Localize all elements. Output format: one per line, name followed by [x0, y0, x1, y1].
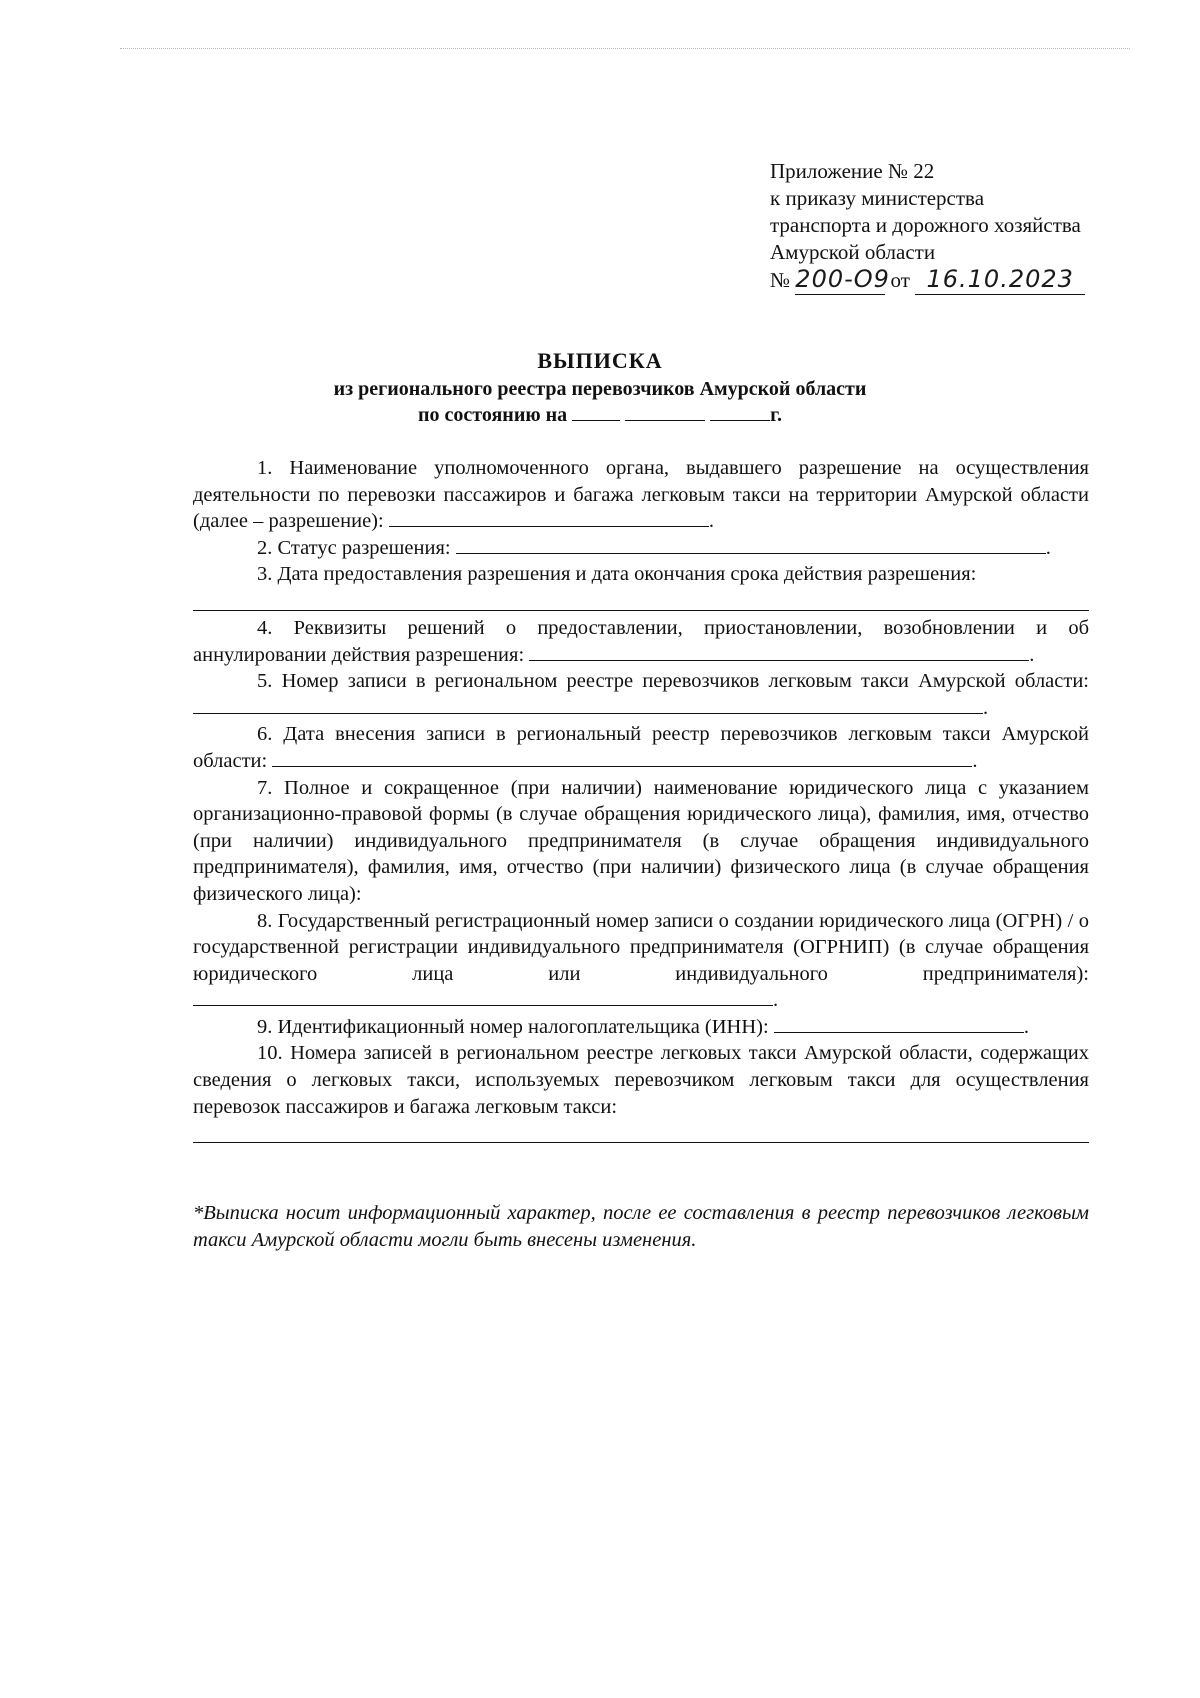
period: . [1045, 536, 1051, 559]
year-suffix: г. [770, 404, 782, 426]
document-title: ВЫПИСКА [537, 348, 663, 373]
item-7 [193, 775, 1089, 908]
item-9-text: 9. Идентификационный номер налогоплательщика (ИНН): [257, 1015, 769, 1038]
item-2-text: 2. Статус разрешения: [257, 536, 451, 559]
item-10 [193, 1040, 1089, 1120]
item-8 [193, 908, 1089, 1014]
item-3-blank [193, 588, 1089, 611]
item-2-blank [456, 535, 1046, 554]
item-4-text: 4. Реквизиты решений о предоставлении, приостановлении, возобновлении и об аннулировании действия разрешения: [193, 616, 1089, 666]
number-prefix: № [770, 268, 791, 292]
item-6 [193, 721, 1089, 774]
appendix-line: Приложение № 22 [770, 159, 935, 183]
document-subtitle: из регионального реестра перевозчиков Амурской области [333, 378, 867, 400]
footnote: *Выписка носит информационный характер, после ее составления в реестр перевозчиков легковым такси Амурской области могли быть внесены изменения. [193, 1202, 1089, 1251]
item-1-text: 1. Наименование уполномоченного органа, выдавшего разрешение на осуществления деятельности по перевозки пассажиров и багажа легковым такси на территории Амурской области (далее – разрешение): [193, 457, 1089, 533]
item-1 [193, 455, 1089, 535]
item-5-text: 5. Номер записи в региональном реестре перевозчиков легковым такси Амурской области: [257, 670, 1089, 693]
document-body [193, 455, 1089, 1147]
item-8-text: 8. Государственный регистрационный номер записи о создании юридического лица (ОГРН) / о государственной регистрации индивидуального предпринимателя (ОГРНИП) (в случае обращения юридического лица или индивидуального предпринимателя): [193, 909, 1089, 985]
year-blank [710, 402, 770, 421]
date-prefix: от [890, 268, 910, 292]
item-3 [193, 561, 1089, 588]
period: . [1029, 643, 1035, 666]
item-4-blank [529, 642, 1029, 661]
order-number-handwritten: 200-О9 [795, 265, 890, 293]
item-1-blank [389, 508, 709, 527]
as-of-date-line [0, 402, 1200, 428]
period: . [708, 510, 714, 533]
order-number-field [795, 265, 890, 295]
order-number-line [770, 266, 1150, 295]
item-10-text: 10. Номера записей в региональном реестре легковых такси Амурской области, содержащих сведения о легковых такси, используемых перевозчиком легковым такси для осуществления перевозок пассажиров и багажа легковым такси: [193, 1042, 1089, 1118]
item-9 [193, 1014, 1089, 1041]
item-7-text: 7. Полное и сокращенное (при наличии) наименование юридического лица с указанием организационно-правовой формы (в случае обращения юридического лица), фамилия, имя, отчество (при наличии) индивидуального предпринимателя (в случае обращения индивидуального предпринимателя), фамилия, имя, отчество (при наличии) физического лица (в случае обращения физического лица): [193, 776, 1089, 905]
item-10-blank [193, 1120, 1089, 1143]
month-blank [625, 402, 705, 421]
appendix-line: Амурской области [770, 240, 936, 264]
item-6-blank [272, 748, 972, 767]
appendix-line: транспорта и дорожного хозяйства [770, 213, 1081, 237]
order-date-field [915, 266, 1085, 295]
item-2 [193, 535, 1089, 562]
period: . [1023, 1015, 1029, 1038]
day-blank [572, 402, 620, 421]
appendix-line: к приказу министерства [770, 186, 985, 210]
order-date-handwritten: 16.10.2023 [926, 265, 1074, 293]
period: . [972, 749, 978, 772]
item-3-text: 3. Дата предоставления разрешения и дата окончания срока действия разрешения: [257, 563, 977, 586]
scan-artifact-line [120, 48, 1130, 49]
as-of-prefix: по состоянию на [418, 404, 568, 426]
item-5-blank [193, 695, 983, 714]
period: . [773, 989, 779, 1012]
title-block [0, 346, 1200, 428]
item-8-blank [193, 987, 773, 1006]
item-6-text: 6. Дата внесения записи в региональный реестр перевозчиков легковым такси Амурской области: [193, 723, 1089, 772]
appendix-block [770, 158, 1150, 295]
item-5 [193, 668, 1089, 721]
period: . [983, 696, 989, 719]
item-9-blank [774, 1014, 1024, 1033]
item-4 [193, 615, 1089, 668]
